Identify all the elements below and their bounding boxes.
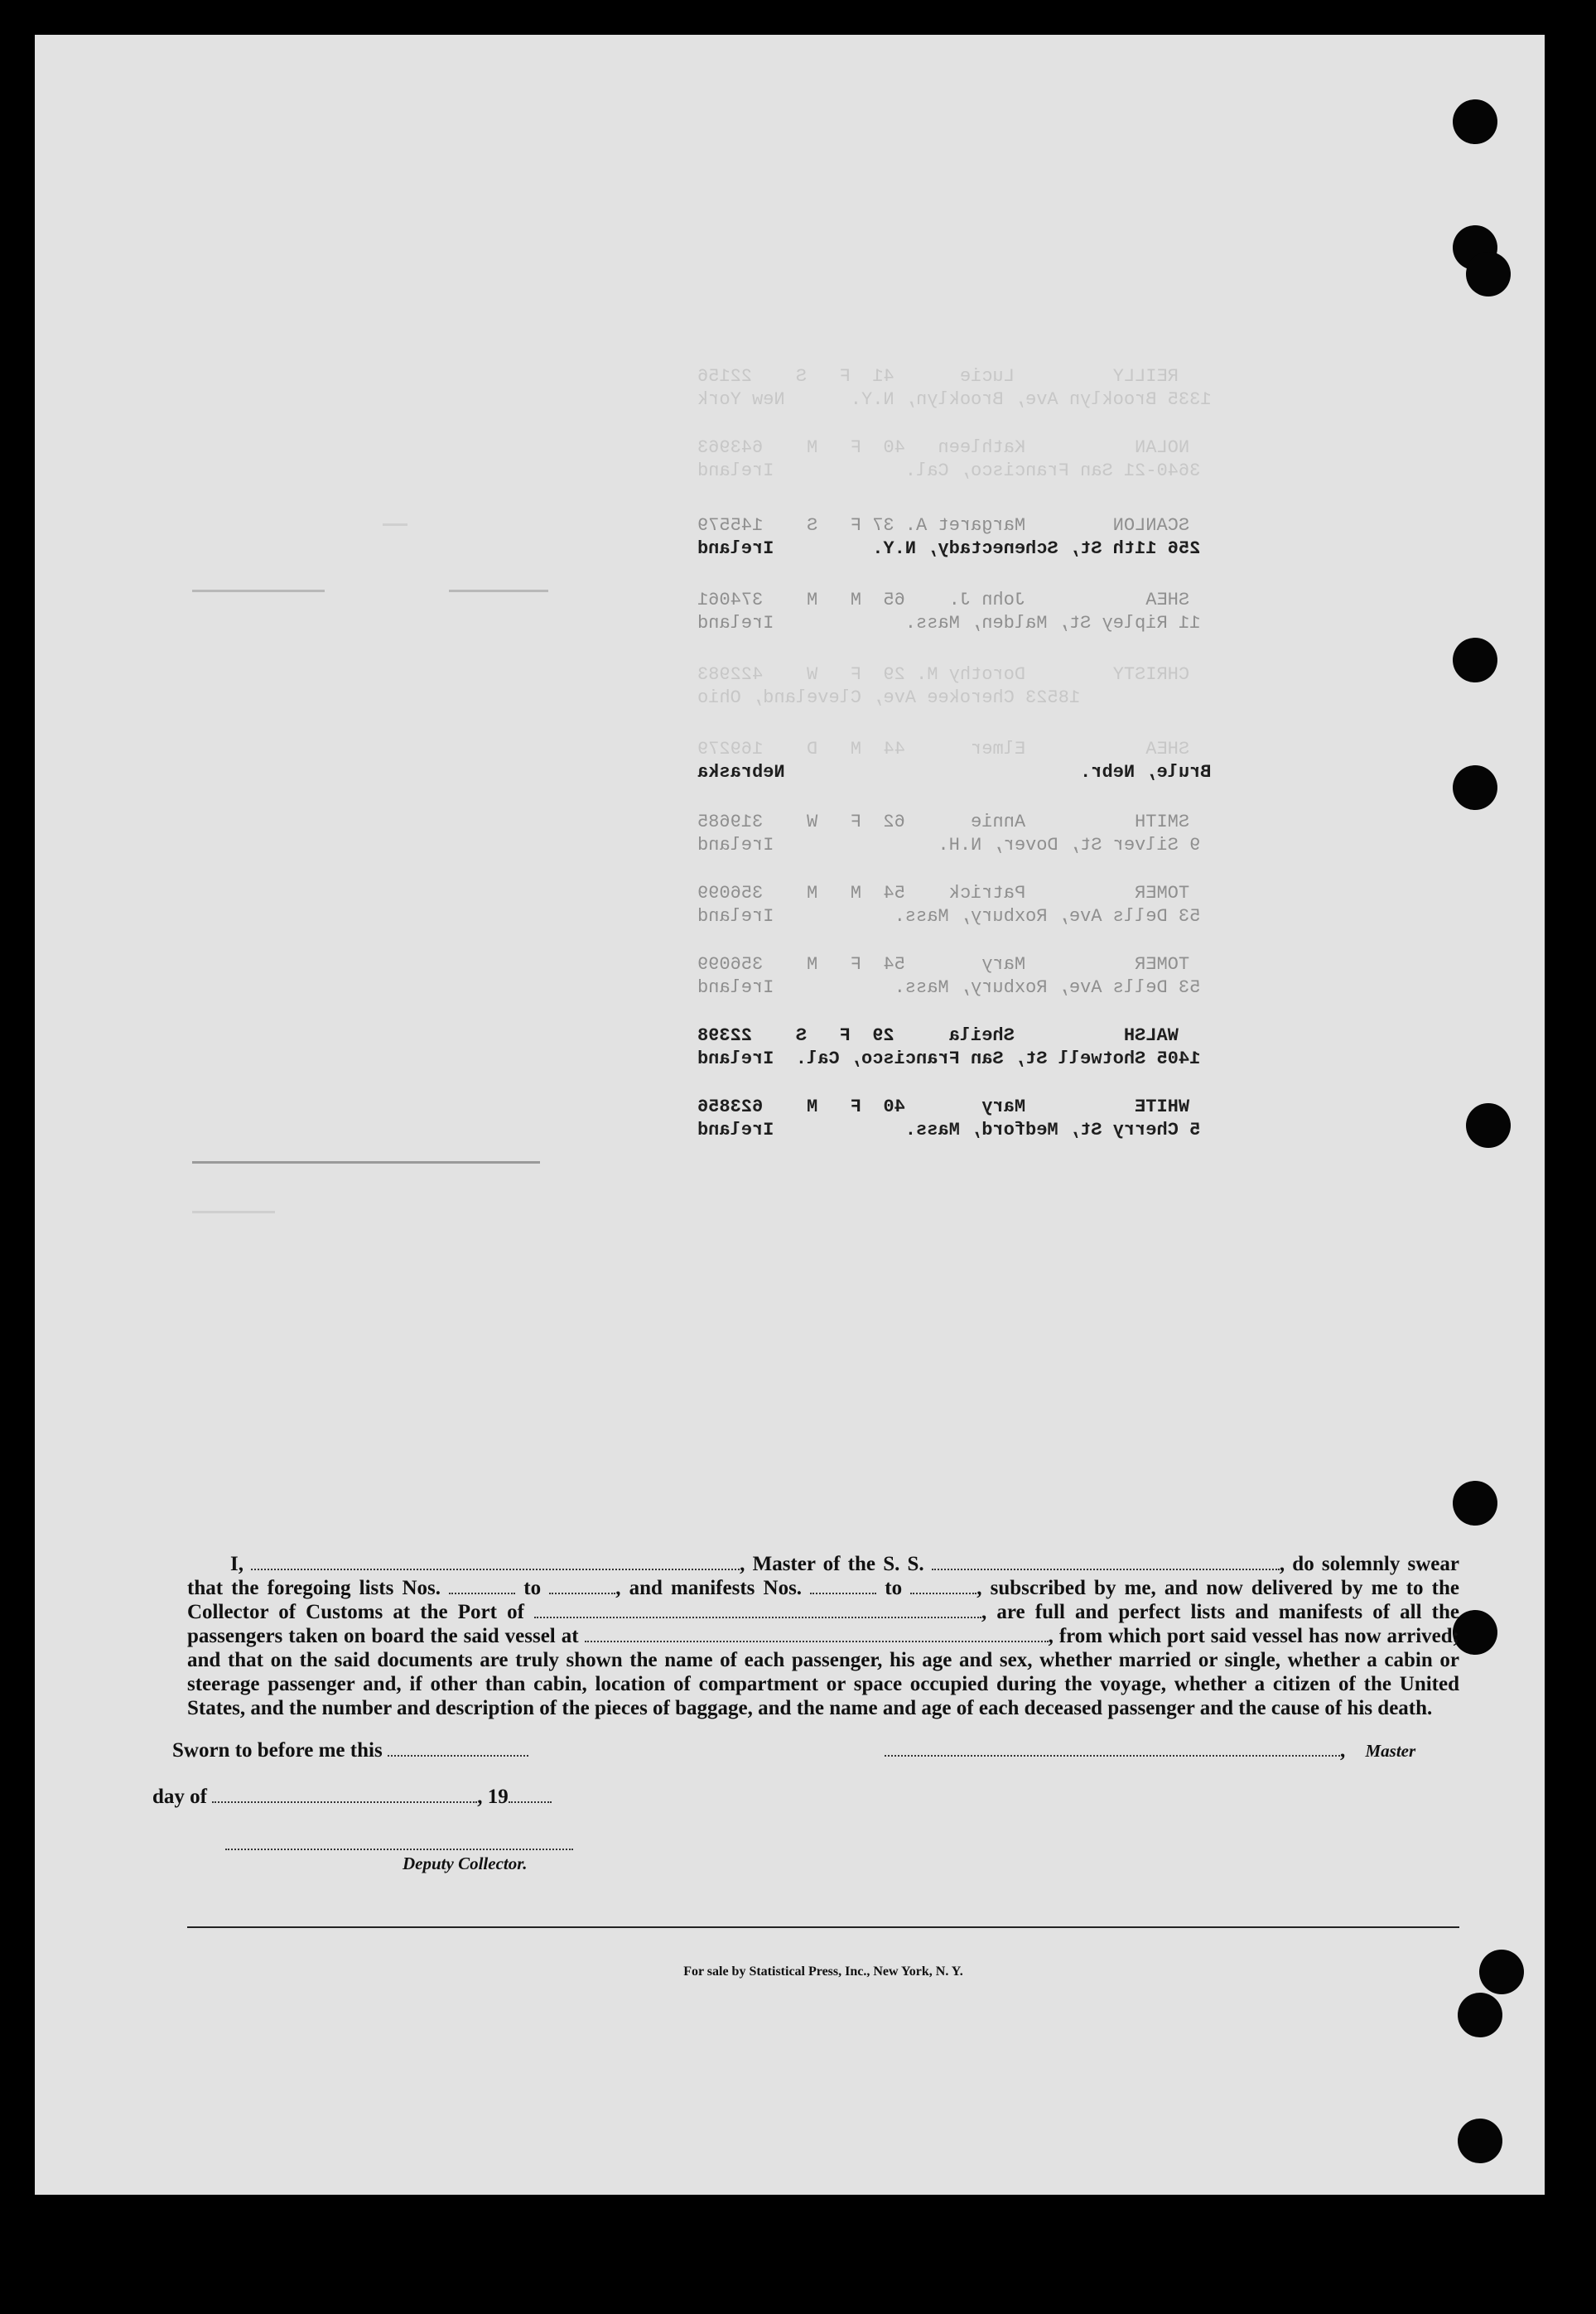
punch-hole: [1458, 1993, 1502, 2037]
punch-hole: [1453, 638, 1497, 682]
bleed-mark: [383, 523, 407, 526]
port-field: [534, 1602, 981, 1618]
bleed-line: WALSH Sheila 29 F S 22398: [697, 1025, 1179, 1046]
bleed-line: SMITH Annie 62 F W 319685: [697, 812, 1190, 832]
year-text: , 19: [477, 1786, 509, 1808]
punch-hole: [1453, 765, 1497, 810]
bleed-mark: [192, 1211, 275, 1213]
bleed-line: Brule, Nebr. Nebraska: [697, 762, 1212, 783]
punch-hole: [1453, 1610, 1497, 1655]
bleed-line: 1335 Brooklyn Ave, Brooklyn, N.Y. New York: [697, 389, 1212, 410]
oath-text: , subscribed by me, and now delivered by me to the Collector of Customs at the Port of: [187, 1577, 1459, 1623]
oath-text: to: [885, 1577, 903, 1599]
manifest-to-field: [910, 1578, 976, 1594]
master-signature: , Master: [885, 1739, 1415, 1762]
master-oath: [187, 1552, 1459, 1720]
sworn-label: [172, 1739, 528, 1762]
bleed-line: NOLAN Kathleen 40 F M 643963: [697, 437, 1190, 458]
footer-rule: [187, 1926, 1459, 1928]
oath-text: , from which port said vessel has now arrived; and that on the said documents are truly shown the name of each passenger, his age and sex, whether married or single, whether a cabin or steerage passenger and, if other than cabin, location of compartment or space occupied during the voyage, whether a citizen of the United States, and the number and description of the pieces of baggage, and the name and age of each deceased passenger and the cause of his death.: [187, 1625, 1459, 1719]
bleed-line: 53 Dells Ave, Roxbury, Mass. Ireland: [697, 906, 1201, 927]
bleed-line: SHEA John J. 65 M M 374061: [697, 590, 1190, 610]
master-signature-field: [885, 1740, 1340, 1757]
list-to-field: [549, 1578, 615, 1594]
departure-port-field: [585, 1626, 1049, 1642]
sworn-date-field: [388, 1740, 528, 1757]
bleed-line: TOMER Patrick 54 M M 356099: [697, 883, 1190, 904]
oath-text: to: [523, 1577, 542, 1599]
oath-text: , Master of the S. S.: [740, 1553, 924, 1575]
deputy-collector-label: Deputy Collector.: [403, 1854, 528, 1873]
punch-hole: [1453, 1481, 1497, 1526]
bleed-line: CHRISTY Dorothy M. 29 F W 422983: [697, 664, 1190, 685]
bleed-line: TOMER Mary 54 F M 356099: [697, 954, 1190, 975]
day-of-text: day of: [152, 1786, 207, 1808]
bleed-line: 3640-21 San Francisco, Cal. Ireland: [697, 460, 1201, 481]
bleed-mark: [192, 590, 325, 592]
sworn-text: Sworn to before me this: [172, 1739, 383, 1762]
oath-text: , are full and perfect lists and manifests of all the passengers taken on board the said vessel at: [187, 1601, 1460, 1647]
bleed-mark: [449, 590, 548, 592]
bleed-line: 5 Cherry St, Medford, Mass. Ireland: [697, 1120, 1201, 1140]
oath-text: , do solemnly swear that the foregoing lists Nos.: [187, 1553, 1459, 1599]
punch-hole: [1479, 1950, 1524, 1994]
printer-credit: For sale by Statistical Press, Inc., New York, N. Y.: [683, 1964, 963, 1979]
year-field: [509, 1786, 552, 1803]
day-field: [212, 1786, 477, 1803]
day-of-row: [152, 1786, 552, 1809]
master-label: Master: [1365, 1741, 1416, 1761]
ship-name-field: [932, 1554, 1280, 1570]
bleed-line: WHITE Mary 40 F M 623856: [697, 1097, 1190, 1117]
bleed-line: SCANLON Margaret A. 37 F S 145579: [697, 515, 1190, 536]
oath-text: I,: [230, 1553, 243, 1575]
bleed-line: 1405 Shotwell St, San Francisco, Cal. Ireland: [697, 1049, 1201, 1069]
bleed-line: 9 Silver St, Dover, N.H. Ireland: [697, 835, 1201, 856]
master-name-field: [251, 1554, 740, 1570]
bleed-line: 11 Ripley St, Malden, Mass. Ireland: [697, 613, 1201, 634]
bleed-line: 256 11th St, Schenectady, N.Y. Ireland: [697, 538, 1201, 559]
list-from-field: [449, 1578, 515, 1594]
document-page: [35, 35, 1545, 2195]
oath-text: , and manifests Nos.: [615, 1577, 803, 1599]
deputy-signature-line: [225, 1849, 573, 1850]
bleed-line: SHEA Elmer 44 M D 169279: [697, 739, 1190, 759]
bleed-line: 53 Dells Ave, Roxbury, Mass. Ireland: [697, 977, 1201, 998]
bleed-line: 18523 Cherokee Ave, Cleveland, Ohio: [697, 687, 1081, 708]
punch-hole: [1453, 99, 1497, 144]
punch-hole: [1466, 252, 1511, 296]
manifest-from-field: [810, 1578, 876, 1594]
bleed-line: REILLY Lucie 41 F S 22156: [697, 366, 1179, 387]
bleed-mark: [192, 1161, 540, 1164]
punch-hole: [1458, 2119, 1502, 2163]
punch-hole: [1466, 1103, 1511, 1148]
